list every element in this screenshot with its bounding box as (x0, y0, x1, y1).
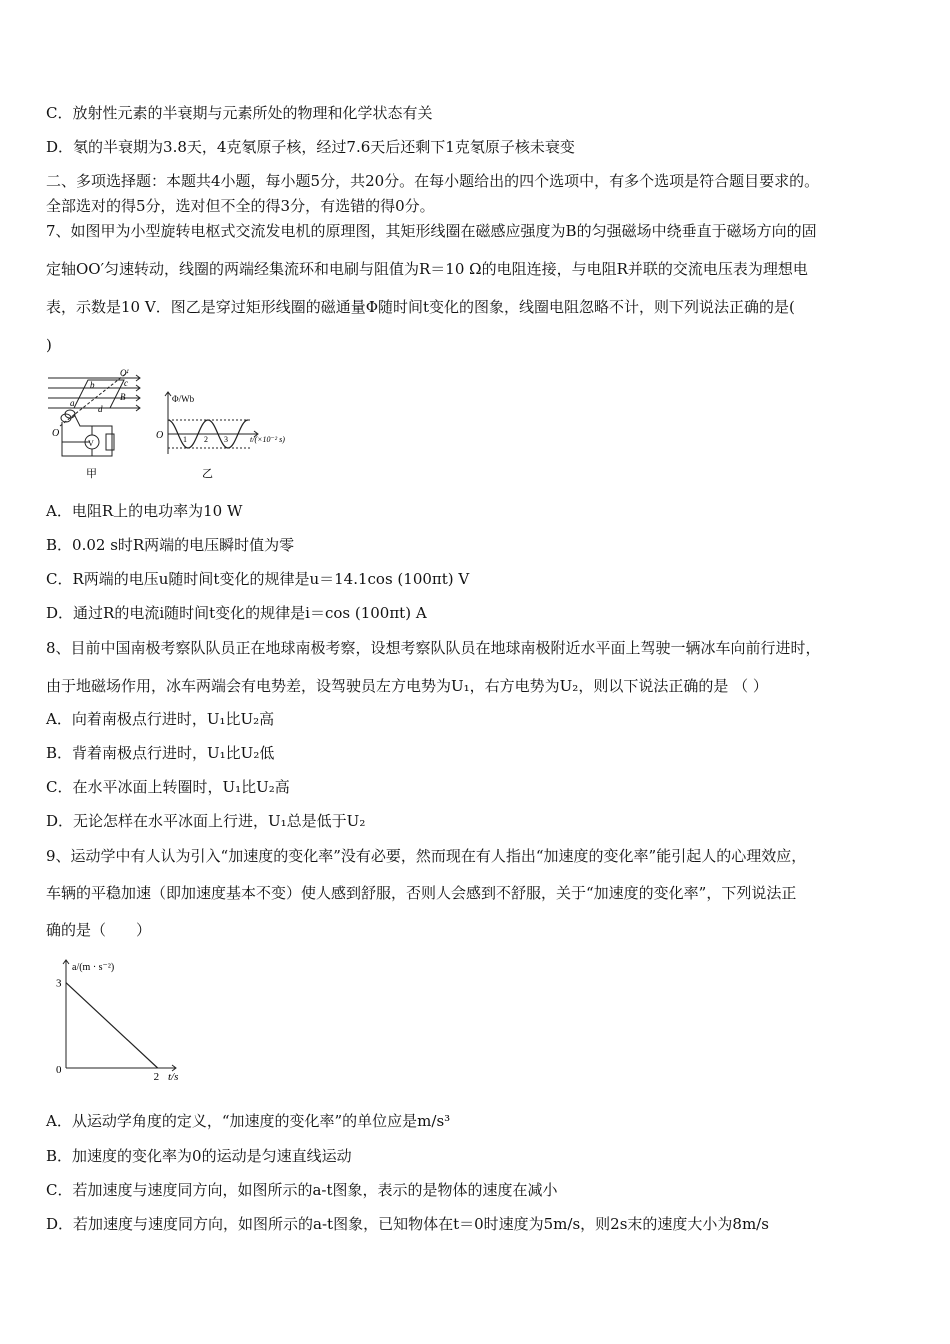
q9-stem-line1: 9、运动学中有人认为引入“加速度的变化率”没有必要，然而现在有人指出“加速度的变化率”能引起人的心理效应， (46, 847, 807, 865)
label-field-b: B (120, 392, 126, 402)
option-d-prev: D．氡的半衰期为3.8天，4克氡原子核，经过7.6天后还剩下1克氡原子核未衰变 (46, 138, 575, 156)
q8-option-c: C．在水平冰面上转圈时，U₁比U₂高 (46, 778, 290, 796)
q7-stem-line4: ) (46, 336, 52, 354)
q8-option-d: D．无论怎样在水平冰面上行进，U₁总是低于U₂ (46, 812, 366, 830)
figure-a-caption: 甲 (86, 468, 97, 480)
q9-stem-line3: 确的是（ ） (46, 921, 152, 939)
label-o: O (52, 428, 60, 439)
flux-tick-3: 3 (224, 435, 228, 444)
q8-option-b: B．背着南极点行进时，U₁比U₂低 (46, 744, 275, 762)
q9-option-c: C．若加速度与速度同方向，如图所示的a-t图象，表示的是物体的速度在减小 (46, 1181, 558, 1199)
q9-option-a: A．从运动学角度的定义，“加速度的变化率”的单位应是m/s³ (46, 1112, 451, 1130)
q8-stem-line2: 由于地磁场作用，冰车两端会有电势差，设驾驶员左方电势为U₁，右方电势为U₂，则以下说法正确的是 （ ） (46, 677, 768, 695)
q7-stem-line1: 7、如图甲为小型旋转电枢式交流发电机的原理图，其矩形线圈在磁感应强度为B的匀强磁场中绕垂直于磁场方向的固 (46, 222, 817, 240)
a-t-y-tick: 3 (56, 977, 62, 990)
flux-tick-1: 1 (183, 435, 187, 444)
q7-option-d: D．通过R的电流i随时间t变化的规律是i＝cos (100πt) A (46, 604, 427, 622)
generator-figure (40, 366, 150, 482)
flux-x-label: t/(×10⁻² s) (250, 435, 285, 444)
option-c-prev: C．放射性元素的半衰期与元素所处的物理和化学状态有关 (46, 104, 433, 122)
a-t-graph (48, 956, 198, 1088)
q7-stem-line2: 定轴OO′匀速转动，线圈的两端经集流环和电刷与阻值为R＝10 Ω的电阻连接，与电阻R并联的交流电压表为理想电 (46, 260, 808, 278)
section-header-line1: 二、多项选择题：本题共4小题，每小题5分，共20分。在每小题给出的四个选项中，有多个选项是符合题目要求的。 (46, 172, 820, 190)
a-t-data-line (66, 983, 158, 1068)
flux-tick-2: 2 (204, 435, 208, 444)
a-t-x-tick: 2 (153, 1071, 160, 1083)
q8-option-a: A．向着南极点行进时，U₁比U₂高 (46, 710, 275, 728)
label-a: a (70, 398, 75, 408)
q7-option-b: B．0.02 s时R两端的电压瞬时值为零 (46, 536, 295, 554)
voltmeter-label: V (88, 439, 94, 448)
q9-option-d: D．若加速度与速度同方向，如图所示的a-t图象，已知物体在t＝0时速度为5m/s，则2s末的速度大小为8m/s (46, 1215, 769, 1233)
section-header-line2: 全部选对的得5分，选对但不全的得3分，有选错的得0分。 (46, 197, 435, 215)
q9-option-b: B．加速度的变化率为0的运动是匀速直线运动 (46, 1147, 352, 1165)
q8-stem-line1: 8、目前中国南极考察队队员正在地球南极考察，设想考察队队员在地球南极附近水平面上驾驶一辆冰车向前行进时， (46, 639, 821, 657)
label-b: b (90, 380, 95, 390)
a-t-origin: 0 (56, 1064, 62, 1076)
flux-origin: O (156, 430, 164, 441)
label-c: c (124, 378, 128, 388)
a-t-y-label: a/(m · s⁻²) (72, 962, 115, 973)
figure-b-caption: 乙 (202, 468, 213, 480)
q7-option-a: A．电阻R上的电功率为10 W (46, 502, 243, 520)
label-d: d (98, 404, 103, 414)
q9-stem-line2: 车辆的平稳加速（即加速度基本不变）使人感到舒服，否则人会感到不舒服，关于“加速度的变化率”，下列说法正 (46, 884, 797, 902)
flux-graph (150, 384, 300, 482)
label-o-prime: O′ (120, 368, 129, 378)
a-t-x-label: t/s (168, 1071, 179, 1083)
q7-option-c: C．R两端的电压u随时间t变化的规律是u＝14.1cos (100πt) V (46, 570, 470, 588)
q7-stem-line3: 表，示数是10 V．图乙是穿过矩形线圈的磁通量Φ随时间t变化的图象，线圈电阻忽略不计，则下列说法正确的是( (46, 298, 795, 316)
flux-y-label: Φ/Wb (172, 394, 195, 404)
